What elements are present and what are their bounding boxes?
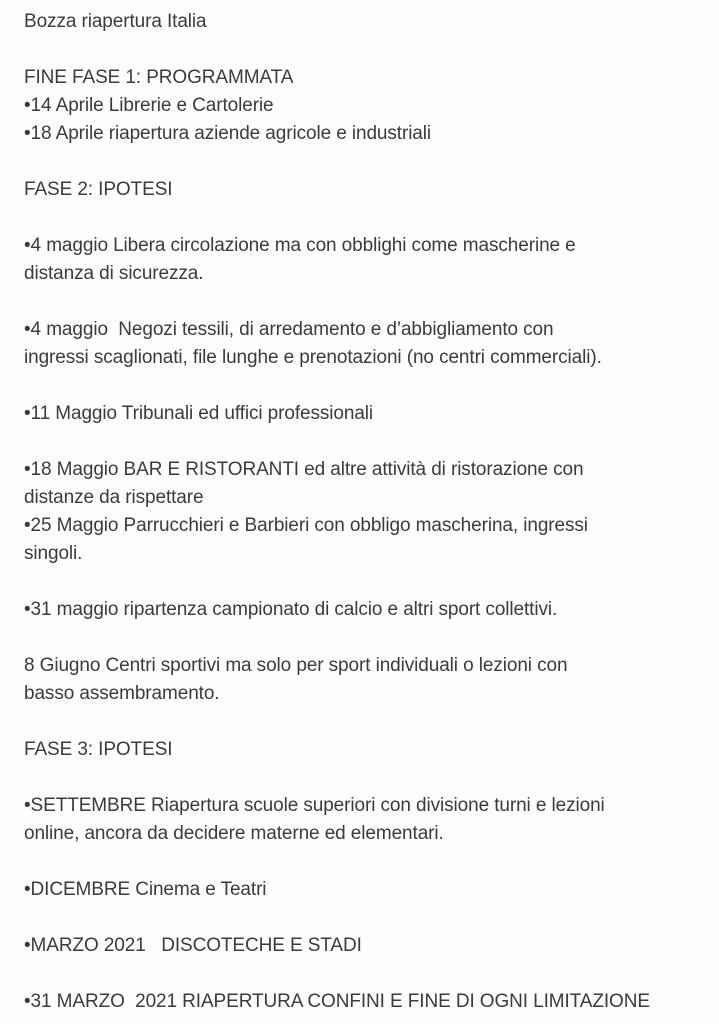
bullet-marzo-2021 <box>24 932 705 960</box>
fase2-heading-text: FASE 2: IPOTESI <box>24 179 173 200</box>
bullet-14-aprile: •14 Aprile Librerie e Cartolerie <box>24 95 274 116</box>
text-line: •18 Maggio BAR E RISTORANTI ed altre attività di ristorazione con <box>24 459 584 480</box>
fase2-heading <box>24 176 705 204</box>
text-line: •31 MARZO 2021 RIAPERTURA CONFINI E FINE DI OGNI LIMITAZIONE <box>24 991 650 1012</box>
document-title <box>24 8 705 36</box>
bullet-18-25-maggio <box>24 456 705 568</box>
bullet-4-maggio-circolazione <box>24 232 705 288</box>
fase1-schedule <box>24 64 705 148</box>
bullet-31-marzo-2021 <box>24 988 705 1016</box>
bullet-11-maggio-tribunali <box>24 400 705 428</box>
text-line: basso assembramento. <box>24 683 220 704</box>
bullet-4-maggio-negozi <box>24 316 705 372</box>
text-line: distanza di sicurezza. <box>24 263 204 284</box>
text-line: •11 Maggio Tribunali ed uffici professionali <box>24 403 374 424</box>
bullet-31-maggio-sport <box>24 596 705 624</box>
text-line: •MARZO 2021 DISCOTECHE E STADI <box>24 935 362 956</box>
fase1-heading: FINE FASE 1: PROGRAMMATA <box>24 67 294 88</box>
text-line: •4 maggio Libera circolazione ma con obblighi come mascherine e <box>24 235 576 256</box>
text-line: distanze da rispettare <box>24 487 204 508</box>
text-line: •DICEMBRE Cinema e Teatri <box>24 879 267 900</box>
bullet-settembre-scuole <box>24 792 705 848</box>
text-line: •25 Maggio Parrucchieri e Barbieri con obbligo mascherina, ingressi <box>24 515 588 536</box>
text-line: ingressi scaglionati, file lunghe e prenotazioni (no centri commerciali). <box>24 347 602 368</box>
title-text: Bozza riapertura Italia <box>24 11 207 32</box>
text-line: •4 maggio Negozi tessili, di arredamento e d’abbigliamento con <box>24 319 554 340</box>
fase3-heading-text: FASE 3: IPOTESI <box>24 739 173 760</box>
text-line: singoli. <box>24 543 83 564</box>
text-line: 8 Giugno Centri sportivi ma solo per sport individuali o lezioni con <box>24 655 568 676</box>
fase3-heading <box>24 736 705 764</box>
text-line: online, ancora da decidere materne ed elementari. <box>24 823 444 844</box>
bullet-18-aprile: •18 Aprile riapertura aziende agricole e industriali <box>24 123 432 144</box>
text-line: •SETTEMBRE Riapertura scuole superiori con divisione turni e lezioni <box>24 795 605 816</box>
paragraph-8-giugno <box>24 652 705 708</box>
bullet-dicembre-cinema <box>24 876 705 904</box>
text-line: •31 maggio ripartenza campionato di calcio e altri sport collettivi. <box>24 599 558 620</box>
